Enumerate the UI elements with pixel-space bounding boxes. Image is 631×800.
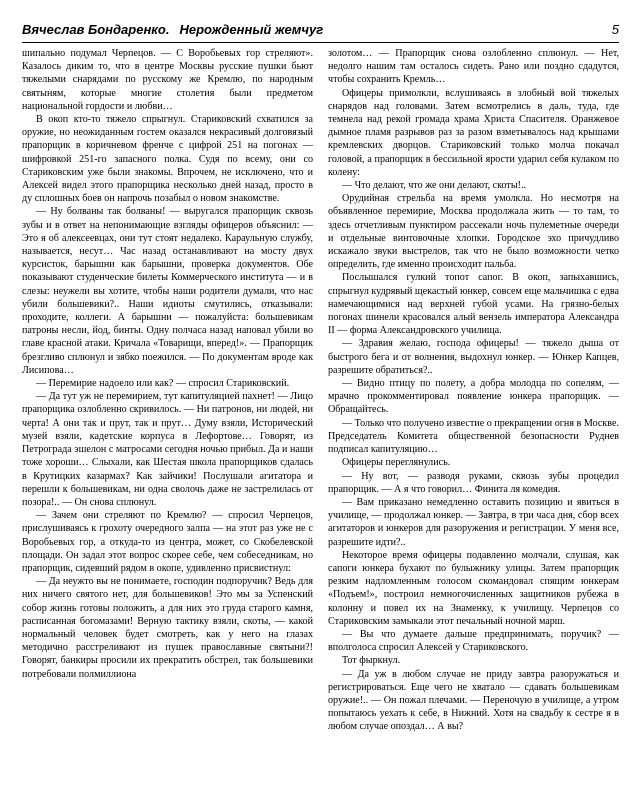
header-title: Нерожденный жемчуг (179, 22, 324, 37)
paragraph: — Да неужто вы не понимаете, господин подпоручик? Ведь для них ничего святого нет, для большевиков! Это мы за Успенский собор жизнь готовы положить, а для них это груда старого камня, расписанная богомазами! Верную тактику взяли, скоты, — какой нормальный человек будет смотреть, как у него на глазах методично расстреливают из пушек православные святыни?! Говорят, банкиры просили их прекратить обстрел, так большевики потребовали полмиллиона (22, 576, 313, 680)
paragraph: — Ну вот, — разводя руками, сквозь зубы процедил прапорщик. — А я что говорил… Финита ля комедия. (328, 470, 619, 495)
paragraph: Некоторое время офицеры подавленно молчали, слушая, как сапоги юнкера бухают по булыжнику улицы. Затем прапорщик резким надломленным голосом скомандовал спящим юнкерам «Подъем!», построил немногочисленных защитников рубежа в колонну и повел их на Знаменку, к училищу. Черпецов со Стариковским замыкали этот печальный ночной марш. (328, 549, 619, 627)
paragraph: — Да уж в любом случае не приду завтра разоружаться и регистрироваться. Еще чего не хватало — сдавать большевикам оружие!.. — Он пожал плечами. — Переночую в училище, а утром попытаюсь уехать к себе, в Нижний. Хотя на свадьбу к сестре я в любом случае опоздал… А вы? (328, 668, 619, 733)
page-number: 5 (611, 22, 619, 37)
paragraph: — Что делают, что же они делают, скоты!.. (342, 180, 527, 192)
paragraph: Послышался гулкий топот сапог. В окоп, запыхавшись, спрыгнул кудрявый щекастый юнкер, совсем еще мальчишка с едва намечающимися над верхней губой усами. На грязно-белых погонах шинели красовался алый вензель императора Александра II — форма Александровского училища. (328, 272, 619, 337)
paragraph: Орудийная стрельба на время умолкла. Но несмотря на объявленное перемирие, Москва продолжала жить — то там, то здесь отчетливым пунктиром рассекали ночь пулеметные очереди и отдельные винтовочные хлопки. Городское эхо причудливо искажало звуки выстрелов, так что не было возможности четко определить, где именно происходит пальба. (328, 193, 619, 271)
paragraph: — Вы что думаете дальше предпринимать, поручик? — вполголоса спросил Алексей у Стариковского. (328, 628, 619, 654)
paragraph: Офицеры переглянулись. (342, 457, 451, 469)
paragraph: золотом… — Прапорщик снова озлобленно сплюнул. — Нет, недолго нашим там осталось сидеть. Рано или поздно сдадутся, чтобы сохранить Кремль… (328, 48, 619, 86)
paragraph: — Здравия желаю, господа офицеры! — тяжело дыша от быстрого бега и от волнения, выдохнул юнкер. — Юнкер Капцев, разрешите обратиться?.. (328, 338, 619, 376)
paragraph: — Вам приказано немедленно оставить позицию и явиться в училище, — продолжал юнкер. — Завтра, в три часа дня, сбор всех агитаторов и юнкеров для разоружения и регистрации. У меня все, разрешите идти?.. (328, 496, 619, 548)
paragraph: — Ну болваны так болваны! — выругался прапорщик сквозь зубы и в ответ на непонимающие взгляды офицеров объяснил: — Это я об алексеевцах, они тут стоят недалеко. Караульную службу, называется, несут… Час назад останавливают на мосту двух курсисток, барышни как барышни, проверка документов. Обе показывают студенческие билеты Коммерческого института — и в слезы: неужели вы хотите, чтобы наши родители думали, что нас убили большевики?.. Наши идиоты смутились, отказывали: проходите, коллеги. А барышни — пожалуйста: большевикам патроны несли, йод, бинты. Одну полчаса назад наповал убили во главе красной атаки. Кричала «Товарищи, вперед!». — Прапорщик брезгливо сплюнул и зябко поежился. — По документам вроде как Лисипова… (22, 206, 313, 376)
left-column (22, 47, 313, 734)
paragraph: В окоп кто-то тяжело спрыгнул. Стариковский схватился за оружие, но неожиданным гостем оказался некрасивый долговязый прапорщик в коричневом френче с цифрой 251 на погонах — шифровкой 251-го запасного полка. Судя по всему, они со Стариковским уже были знакомы. Впрочем, не исключено, что и Алексей видел этого прапорщика несколько дней назад, просто в ду сплошных боев он напрочь позабыл о новом знакомстве. (22, 114, 313, 205)
paragraph: шипально подумал Черпецов. — С Воробьевых гор стреляют». Казалось диким то, что в центре Москвы русские пушки бьют тяжелыми снарядами по русскому же Кремлю, по народным святыням, которые многие столетия были предметом национальной гордости и любви… (22, 48, 313, 112)
text-columns (22, 47, 619, 734)
right-column (328, 47, 619, 734)
paragraph: — Да тут уж не перемирием, тут капитуляцией пахнет! — Лицо прапорщика озлобленно скривилось. — Ни патронов, ни людей, ни черта! А они так и прут, так и прут… Думу взяли, Исторический музей взяли, кадетские корпуса в Лефортове… Говорят, из Петрограда эшелон с матросами сегодня ночью прибыл. Да и наши тоже хороши… Слыхали, как Шестая школа прапорщиков сдалась в Крутицких казармах? Как зайчики! Послушали агитатора и перешли к большевикам, ни одна сволочь даже не застрелилась от позора!.. — Он снова сплюнул. (22, 391, 313, 508)
paragraph: — Перемирие надоело или как? — спросил Стариковский. (36, 378, 290, 390)
paragraph: Офицеры примолкли, вслушиваясь в злобный вой тяжелых снарядов над головами. Затем всмотрелись в даль, туда, где темнела над рекой громада храма Христа Спасителя. Оранжевое дымное пламя разрывов раз за разом взметывалось над крышами кремлевских дворцов. Стариковский только молча покачал головой, а прапорщик в бессильной ярости ударил себя кулаком по колену: (328, 87, 619, 178)
paragraph: — Видно птицу по полету, а добра молодца по сопелям, — мрачно прокомментировал появление юнкера прапорщик. — Обращайтесь. (328, 378, 619, 416)
paragraph: — Только что получено известие о прекращении огня в Москве. Председатель Комитета общественной безопасности Руднев подписал капитуляцию… (328, 417, 619, 456)
header-author: Вячеслав Бондаренко. (22, 22, 170, 37)
running-header (22, 22, 619, 43)
paragraph: — Зачем они стреляют по Кремлю? — спросил Черпецов, прислушиваясь к грохоту очередного залпа — на этот раз уже не с Воробьевых гор, а откуда-то из центра, может, со Скобелевской площади. Он задал этот вопрос скорее себе, чем собеседникам, но прапорщик, сидевший рядом в окопе, удивленно присвистнул: (22, 510, 313, 574)
header-left (22, 22, 323, 37)
paragraph: Тот фыркнул. (342, 655, 401, 667)
